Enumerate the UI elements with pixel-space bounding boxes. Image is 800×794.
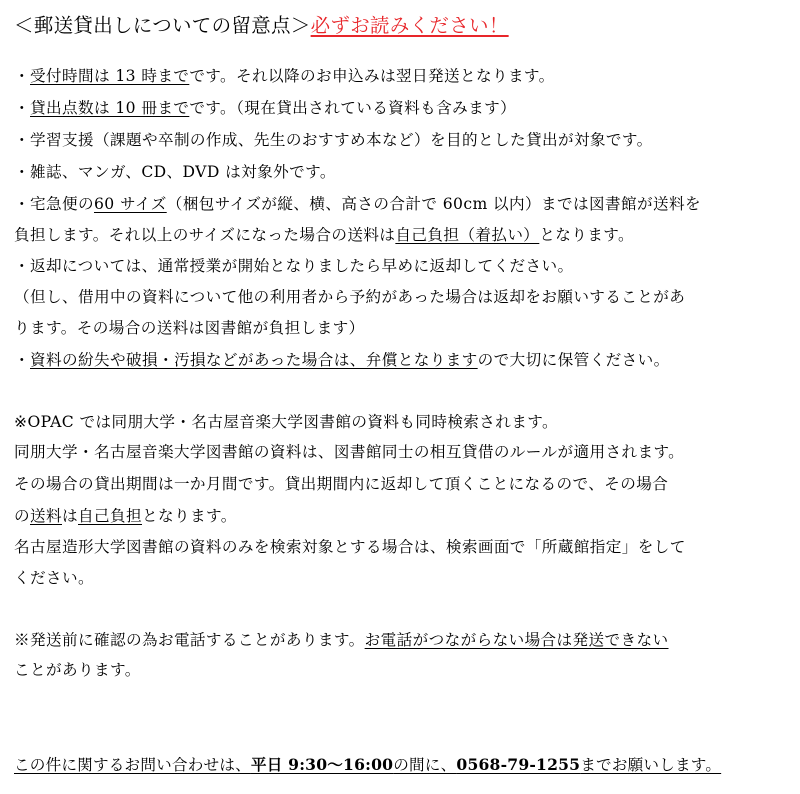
office-hours: 平日 9:30～16:00 [250, 755, 394, 774]
rule-reception-time: ・受付時間は 13 時までです。それ以降のお申込みは翌日発送となります。 [14, 67, 555, 85]
size-limit: 60 サイズ [93, 195, 167, 213]
rule-purpose: ・学習支援（課題や卒制の作成、先生のおすすめ本など）を目的とした貸出が対象です。 [14, 131, 653, 149]
unreachable-warning: お電話がつながらない場合は発送できない [364, 631, 669, 649]
shipping-fee: 送料 [30, 507, 62, 525]
opac-note-1: ※OPAC では同朋大学・名古屋音楽大学図書館の資料も同時検索されます。 [14, 413, 559, 431]
rule-return-note-2: ります。その場合の送料は図書館が負担します） [14, 319, 365, 337]
opac-note-3: その場合の貸出期間は一か月間です。貸出期間内に返却して頂くことになるので、その場合 [14, 475, 669, 493]
rule-return: ・返却については、通常授業が開始となりましたら早めに返却してください。 [14, 257, 574, 275]
rule-excluded-items: ・雑誌、マンガ、CD、DVD は対象外です。 [14, 163, 336, 181]
loan-limit: 貸出点数は 10 冊まで [30, 99, 190, 117]
contact-line: この件に関するお問い合わせは、平日 9:30～16:00の間に、0568-79-1255までお願いします。 [14, 755, 722, 774]
self-pay: 自己負担 [78, 507, 142, 525]
damage-compensation: 資料の紛失や破損・汚損などがあった場合は、弁償となります [30, 351, 478, 369]
opac-note-6: ください。 [14, 569, 94, 587]
phone-note-1: ※発送前に確認の為お電話することがあります。お電話がつながらない場合は発送できない [14, 631, 669, 649]
rule-return-note-1: （但し、借用中の資料について他の利用者から予約があった場合は返却をお願いすることがあ [14, 288, 686, 306]
self-pay-note: 自己負担（着払い） [395, 226, 540, 244]
phone-number: 0568-79-1255 [456, 755, 581, 774]
page-title [14, 13, 509, 39]
rule-loan-count: ・貸出点数は 10 冊までです。（現在貸出されている資料も含みます） [14, 99, 517, 117]
rule-shipping-cost: 負担します。それ以上のサイズになった場合の送料は自己負担（着払い）となります。 [14, 226, 635, 244]
rule-damage: ・資料の紛失や破損・汚損などがあった場合は、弁償となりますので大切に保管ください。 [14, 351, 670, 369]
rule-shipping-size: ・宅急便の60 サイズ（梱包サイズが縦、横、高さの合計で 60cm 以内）までは図書館が送料を [14, 195, 701, 213]
opac-note-4: の送料は自己負担となります。 [14, 507, 237, 525]
opac-note-5: 名古屋造形大学図書館の資料のみを検索対象とする場合は、検索画面で「所蔵館指定」をして [14, 538, 686, 556]
phone-note-2: ことがあります。 [14, 661, 141, 679]
title-notice: 必ずお読みください！ [310, 14, 509, 37]
opac-note-2: 同朋大学・名古屋音楽大学図書館の資料は、図書館同士の相互貸借のルールが適用されます。 [14, 443, 685, 461]
title-main: ＜郵送貸出しについての留意点＞ [14, 14, 311, 37]
reception-deadline: 受付時間は 13 時まで [30, 67, 190, 85]
